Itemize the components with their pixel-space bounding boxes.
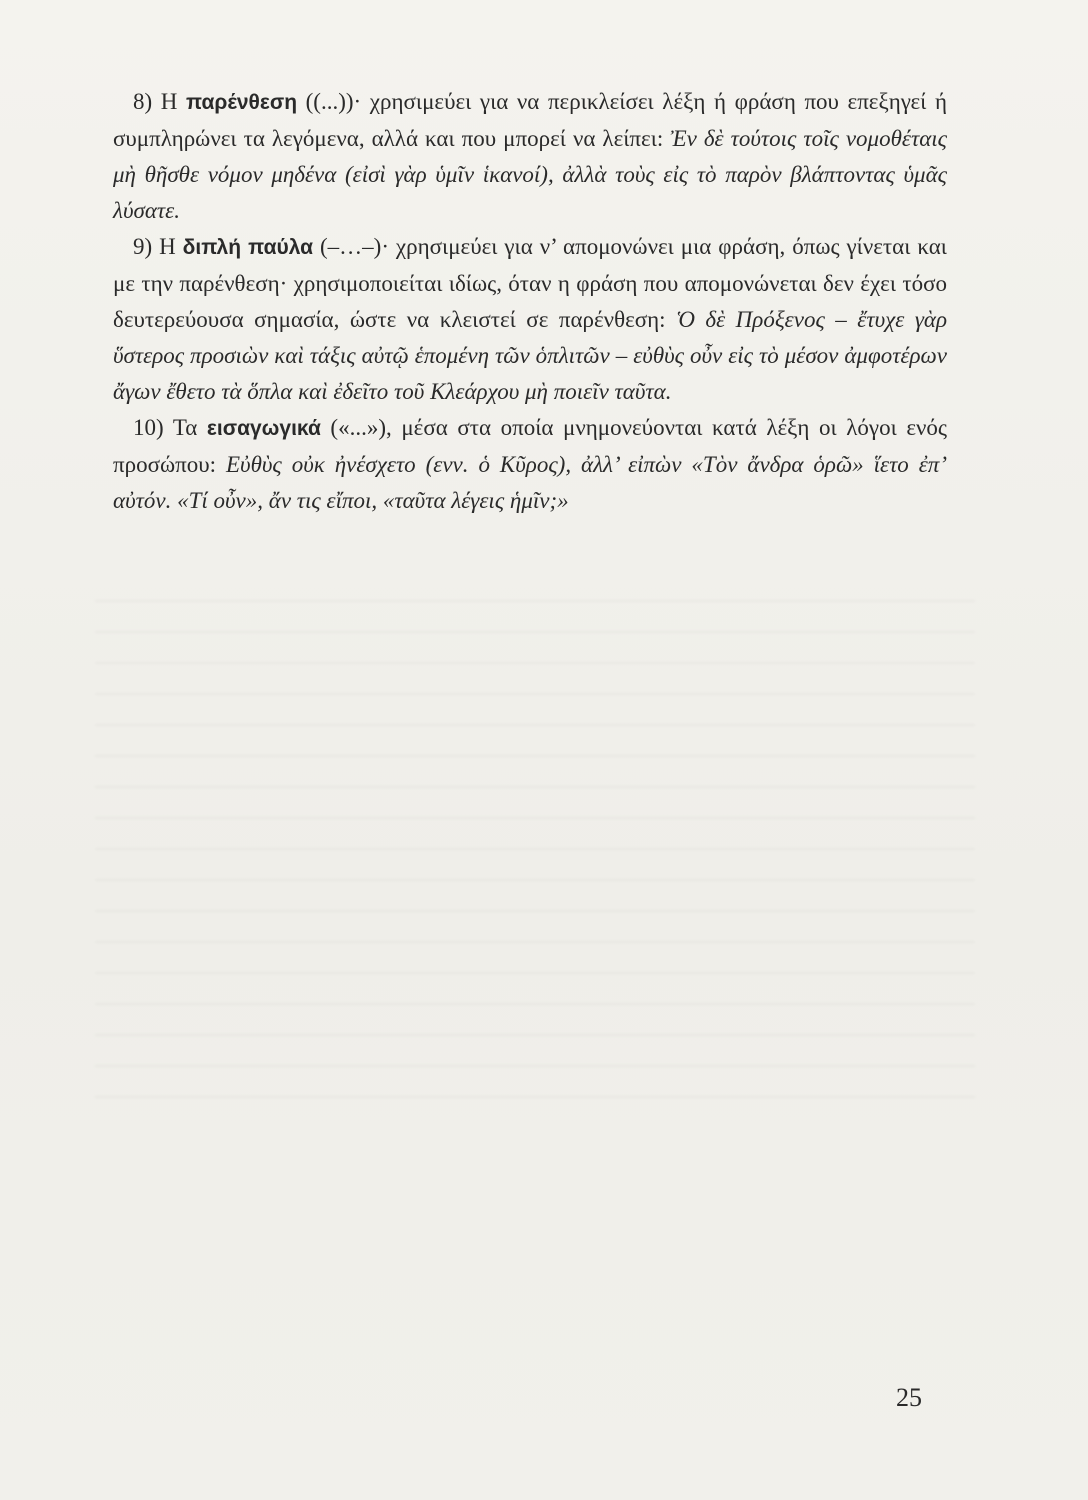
paragraph-parenthesis <box>113 84 947 229</box>
item-number: 10) Τα <box>133 415 207 440</box>
bleed-through-texture <box>95 600 975 1120</box>
body-text <box>113 84 947 519</box>
page-number: 25 <box>896 1383 922 1412</box>
term-quotation-marks: εισαγωγικά <box>206 417 321 440</box>
explanation: χρησιμεύει για ν’ απομονώνει μια φράση, όπως γίνεται και με την παρένθεση· χρησιμοποιείται ιδίως, όταν η φράση που απομονώνεται δεν έχει τόσο δευτερεύουσα σημασία, ώστε να κλειστεί σε παρένθεση: <box>113 234 947 332</box>
symbol: ((...))· <box>297 89 370 114</box>
greek-example: Εὐθὺς οὐκ ἠνέσχετο (ενν. ὁ Κῦρος), ἀλλ’ εἰπὼν «Τὸν ἄνδρα ὁρῶ» ἵετο ἐπ’ αὐτόν. «Τί οὖν», ἄν τις εἴποι, «ταῦτα λέγεις ἡμῖν;» <box>113 452 947 513</box>
greek-example: Ὁ δὲ Πρόξενος – ἔτυχε γὰρ ὕστερος προσιὼν καὶ τάξις αὐτῷ ἑπομένη τῶν ὁπλιτῶν – εὐθὺς οὖν εἰς τὸ μέσον ἀμφοτέρων ἄγων ἔθετο τὰ ὅπλα καὶ ἐδεῖτο τοῦ Κλεάρχου μὴ ποιεῖν ταῦτα. <box>113 307 947 404</box>
explanation: μέσα στα οποία μνημονεύονται κατά λέξη οι λόγοι ενός προσώπου: <box>113 415 947 477</box>
symbol: («...»), <box>320 415 402 440</box>
item-number: 8) Η <box>133 89 186 114</box>
term-parenthesis: παρένθεση <box>185 91 298 114</box>
item-number: 9) Η <box>133 234 183 259</box>
greek-example: Ἐν δὲ τούτοις τοῖς νομοθέταις μὴ θῆσθε νόμον μηδένα (εἰσὶ γὰρ ὑμῖν ἱκανοί), ἀλλὰ τοὺς εἰς τὸ παρὸν βλάπτοντας ὑμᾶς λύσατε. <box>113 126 947 223</box>
paragraph-quotation-marks <box>113 410 947 519</box>
term-double-dash: διπλή παύλα <box>182 236 314 259</box>
paragraph-double-dash <box>113 229 947 410</box>
symbol: (–…–)· <box>313 234 396 259</box>
explanation: χρησιμεύει για να περικλείσει λέξη ή φράση που επεξηγεί ή συμπληρώνει τα λεγόμενα, αλλά και που μπορεί να λείπει: <box>113 89 947 151</box>
